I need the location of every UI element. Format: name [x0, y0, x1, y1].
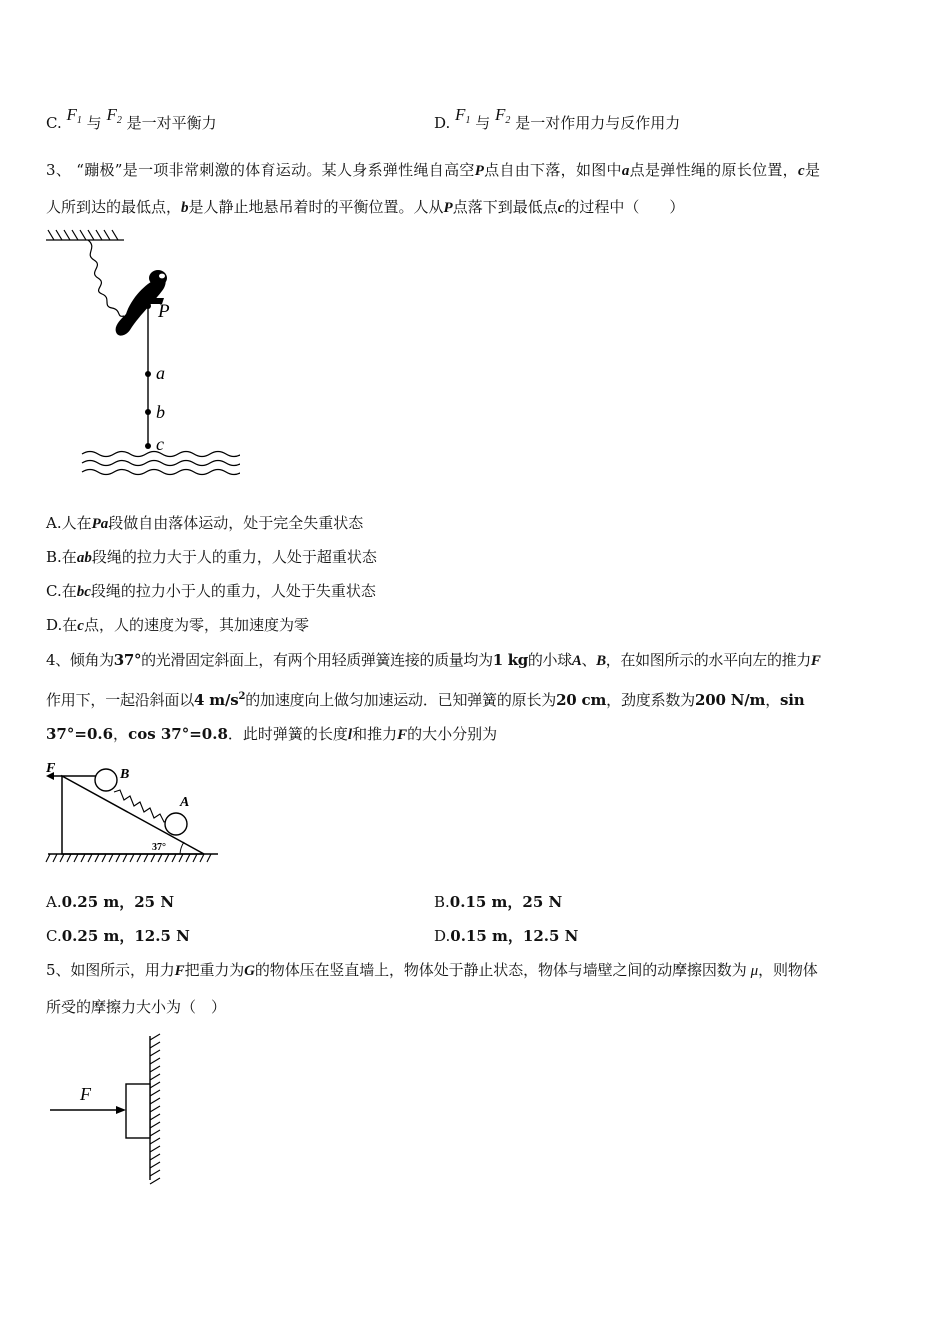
point-P-dot [145, 303, 151, 309]
q4-stem-line-2: 作用下，一起沿斜面以4 $m/s^2$的加速度向上做匀加速运动．已知弹簧的原长为20 cm，劲度系数为200 N/m，sin [46, 691, 805, 709]
ground-hatch [46, 854, 218, 862]
q3-option-c[interactable]: C.在bc段绳的拉力小于人的重力，人处于失重状态 [46, 582, 376, 600]
q5-stem-line-1: 5、如图所示，用力F把重力为G的物体压在竖直墙上，物体处于静止状态，物体与墙壁之间的动摩擦因数为 μ，则物体 [46, 961, 818, 979]
q3-option-d[interactable]: D.在c点，人的速度为零，其加速度为零 [46, 616, 309, 634]
q4-option-b[interactable]: B.0.15 m，25 N [434, 893, 563, 911]
label-c: c [156, 434, 164, 454]
q5-stem-line-2: 所受的摩擦力大小为（ ） [46, 998, 227, 1016]
force-f1-symbol: $F_1$ [66, 105, 82, 126]
incline-figure [40, 756, 225, 866]
label-a: a [156, 363, 165, 383]
elastic-rope [88, 240, 124, 316]
ball-A [165, 813, 187, 835]
angle-label: 37° [152, 842, 166, 853]
q3-stem-line-1: 3、 “蹦极”是一项非常刺激的体育运动。某人身系弹性绳自高空P点自由下落，如图中a点是弹性绳的原长位置，c是 [46, 161, 821, 179]
q4-option-d[interactable]: D.0.15 m，12.5 N [434, 927, 579, 945]
spring [114, 790, 170, 822]
label-B: B [120, 767, 130, 782]
q2-option-c[interactable] [46, 105, 217, 140]
label-A: A [180, 795, 190, 810]
force-f1-symbol: $F_1$ [455, 105, 471, 126]
point-a-dot [145, 371, 151, 377]
ball-B [95, 769, 117, 791]
point-c-dot [145, 443, 151, 449]
block [126, 1084, 150, 1138]
q2-option-d[interactable] [434, 105, 681, 140]
point-b-dot [145, 409, 151, 415]
option-letter: D. [434, 114, 451, 132]
wall-hatch [150, 1034, 160, 1184]
label-P: P [158, 301, 170, 322]
label-F: F [46, 761, 56, 776]
q3-option-a[interactable]: A.人在Pa段做自由落体运动，处于完全失重状态 [46, 514, 364, 532]
force-f2-symbol: $F_2$ [106, 105, 122, 126]
ceiling-hatch [46, 230, 124, 240]
wall-block-figure [40, 1030, 180, 1190]
q4-option-a[interactable]: A.0.25 m，25 N [46, 893, 175, 911]
water-waves [82, 452, 240, 475]
conjunction-text: 与 [475, 114, 491, 132]
label-F: F [80, 1084, 91, 1104]
option-text: 是一对作用力与反作用力 [515, 114, 681, 132]
q4-option-c[interactable]: C.0.25 m，12.5 N [46, 927, 190, 945]
angle-arc [180, 842, 184, 854]
q4-stem-line-1: 4、倾角为37°的光滑固定斜面上，有两个用轻质弹簧连接的质量均为1 kg的小球A、B，在如图所示的水平向左的推力F [46, 651, 821, 669]
q3-option-b[interactable]: B.在ab段绳的拉力大于人的重力，人处于超重状态 [46, 548, 377, 566]
label-b: b [156, 402, 165, 422]
conjunction-text: 与 [86, 114, 102, 132]
q4-stem-line-3: 37°=0.6，cos 37°=0.8．此时弹簧的长度l和推力F的大小分别为 [46, 725, 498, 743]
force-f2-symbol: $F_2$ [495, 105, 511, 126]
option-letter: C. [46, 114, 62, 132]
q3-stem-line-2: 人所到达的最低点，b是人静止地悬吊着时的平衡位置。人从P点落下到最低点c的过程中（ ） [46, 198, 685, 216]
option-text: 是一对平衡力 [126, 114, 217, 132]
bungee-figure [40, 226, 240, 486]
